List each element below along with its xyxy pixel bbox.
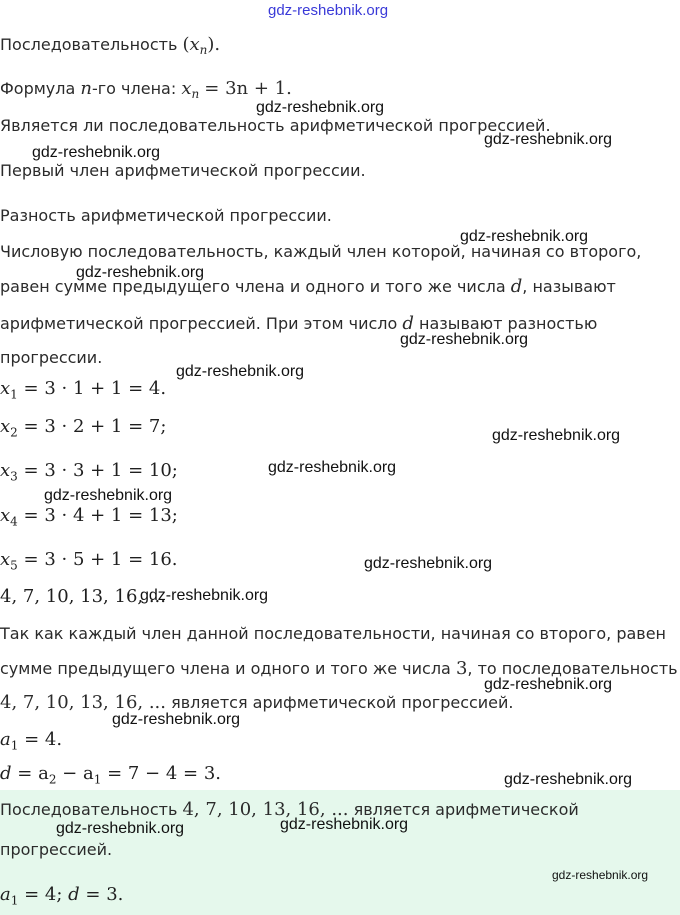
seq-open: ( <box>182 34 190 55</box>
watermark: gdz-reshebnik.org <box>400 331 529 348</box>
def-2-end: , называют <box>522 277 616 296</box>
conclusion-line-1: Так как каждый член данной последовательности, начиная со второго, равен <box>0 624 667 643</box>
watermark: gdz-reshebnik.org <box>56 820 185 837</box>
question-line: Является ли последовательность арифметической прогрессией. <box>0 116 551 135</box>
definition-line-1: Числовую последовательность, каждый член которой, начиная со второго, <box>0 242 642 261</box>
sequence-intro-line <box>0 34 220 57</box>
watermark: gdz-reshebnik.org <box>364 555 493 572</box>
watermark: gdz-reshebnik.org <box>176 363 305 380</box>
answer-line-2: прогрессией. <box>0 840 113 859</box>
d-equation: $d = a_2 - a_1 = 7 - 4 = 3$. <box>0 763 222 787</box>
formula-x: x <box>181 78 192 99</box>
watermark-small: gdz-reshebnik.org <box>552 868 649 882</box>
watermark: gdz-reshebnik.org <box>112 711 241 728</box>
terms-list: 4, 7, 10, 13, 16, ... <box>0 586 166 607</box>
equation-x2: $x_2 = 3 \cdot 2 + 1 = 7$; <box>0 416 167 440</box>
a1-equation: $a_1 = 4$. <box>0 729 63 753</box>
watermark: gdz-reshebnik.org <box>504 771 633 788</box>
watermark: gdz-reshebnik.org <box>268 459 397 476</box>
formula-rhs: = 3n + 1. <box>204 78 292 99</box>
def-3-text: арифметической прогрессией. При этом число <box>0 314 398 333</box>
watermark: gdz-reshebnik.org <box>32 144 161 161</box>
equation-x4: $x_4 = 3 \cdot 4 + 1 = 13$; <box>0 505 178 529</box>
watermark: gdz-reshebnik.org <box>280 816 409 833</box>
definition-line-4: прогрессии. <box>0 348 103 367</box>
watermark: gdz-reshebnik.org <box>256 99 385 116</box>
first-term-question: Первый член арифметической прогрессии. <box>0 161 366 180</box>
def-2-d: d <box>510 276 523 297</box>
answer-line-1: Последовательность 4, 7, 10, 13, 16, ... является арифметической <box>0 799 579 820</box>
difference-question: Разность арифметической прогрессии. <box>0 206 332 225</box>
conclusion-line-3: 4, 7, 10, 13, 16, ... является арифметической прогрессией. <box>0 692 514 713</box>
watermark: gdz-reshebnik.org <box>484 676 613 693</box>
seq-n: n <box>199 43 208 58</box>
watermark: gdz-reshebnik.org <box>76 264 205 281</box>
watermark: gdz-reshebnik.org <box>460 228 589 245</box>
def-3-end: называют разностью <box>419 314 598 333</box>
watermark: gdz-reshebnik.org <box>492 427 621 444</box>
watermark: gdz-reshebnik.org <box>140 587 269 604</box>
formula-suffix: -го члена: <box>91 79 177 98</box>
seq-close: ). <box>207 34 221 55</box>
equation-x3: $x_3 = 3 \cdot 3 + 1 = 10$; <box>0 460 178 484</box>
formula-label: Формула <box>0 79 76 98</box>
conclusion-line-2: сумме предыдущего члена и одного и того же числа 3, то последовательность <box>0 658 678 679</box>
equation-x5: $x_5 = 3 \cdot 5 + 1 = 16$. <box>0 549 178 573</box>
formula-sub-n: n <box>191 87 200 102</box>
def-2-text: равен сумме предыдущего члена и одного и того же числа <box>0 277 506 296</box>
seq-x: x <box>189 34 200 55</box>
answer-final: $a_1 = 4$; d = 3. <box>0 884 124 908</box>
watermark: gdz-reshebnik.org <box>44 487 173 504</box>
equation-x1: $x_1 = 3 \cdot 1 + 1 = 4$. <box>0 378 167 402</box>
def-3-d: d <box>402 313 414 334</box>
watermark: gdz-reshebnik.org <box>484 131 613 148</box>
sequence-intro-text: Последовательность <box>0 35 178 54</box>
formula-line <box>0 78 292 101</box>
formula-n: n <box>80 78 92 99</box>
watermark-top: gdz-reshebnik.org <box>268 2 389 19</box>
definition-line-2 <box>0 276 616 297</box>
